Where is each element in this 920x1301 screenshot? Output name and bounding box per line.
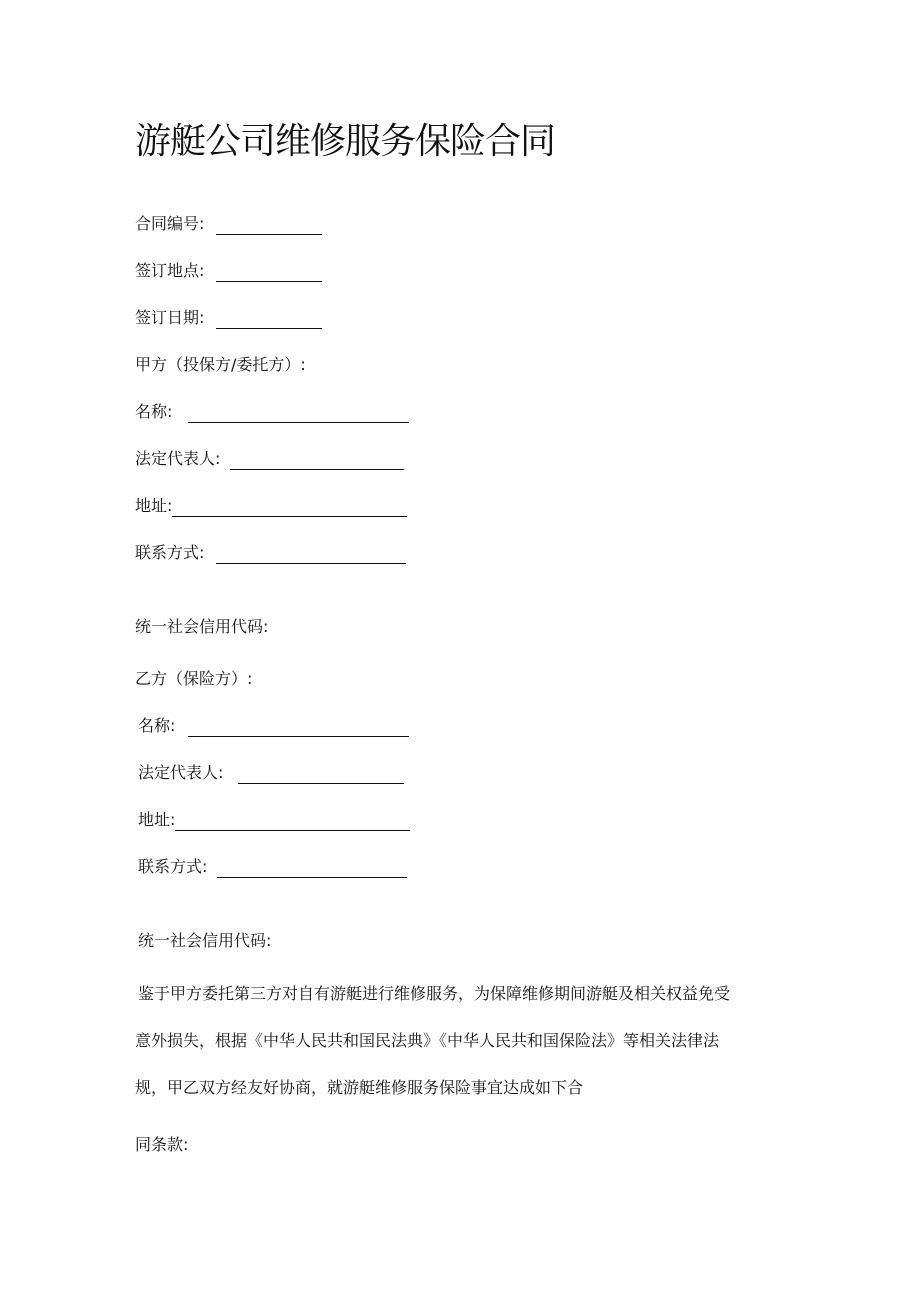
party-b-name-blank[interactable] <box>188 718 409 737</box>
party-a-heading <box>135 354 306 376</box>
party-a-address-blank[interactable] <box>172 498 407 517</box>
party-b-name-row <box>138 715 409 737</box>
contract-number-label: 合同编号: <box>135 214 205 233</box>
party-b-credit-code-label: 统一社会信用代码: <box>138 931 272 950</box>
party-a-name-label: 名称: <box>135 402 173 421</box>
preamble-line-2: 意外损失，根据《中华人民共和国民法典》《中华人民共和国保险法》等相关法律法 <box>135 1031 720 1050</box>
signing-date-row <box>135 307 322 329</box>
preamble-line-1: 鉴于甲方委托第三方对自有游艇进行维修服务，为保障维修期间游艇及相关权益免受 <box>138 984 731 1003</box>
party-a-address-row <box>135 495 407 517</box>
party-a-credit-code-row <box>135 616 268 638</box>
clauses-heading-text: 同条款: <box>135 1135 189 1154</box>
party-b-contact-row <box>138 856 407 878</box>
party-b-representative-row <box>138 762 404 784</box>
party-b-address-label: 地址: <box>138 810 176 829</box>
party-b-name-label: 名称: <box>138 716 176 735</box>
signing-place-label: 签订地点: <box>135 261 205 280</box>
party-b-heading-text: 乙方（保险方）: <box>135 669 253 688</box>
party-a-credit-code-label: 统一社会信用代码: <box>135 617 269 636</box>
party-a-contact-label: 联系方式: <box>135 543 205 562</box>
party-b-representative-blank[interactable] <box>238 765 404 784</box>
preamble-line-3: 规，甲乙双方经友好协商，就游艇维修服务保险事宜达成如下合 <box>135 1078 584 1097</box>
party-b-credit-code-row <box>138 930 271 952</box>
party-a-address-label: 地址: <box>135 496 173 515</box>
contract-number-blank[interactable] <box>216 216 322 235</box>
signing-place-blank[interactable] <box>216 263 322 282</box>
party-b-representative-label: 法定代表人: <box>138 763 224 782</box>
party-b-contact-label: 联系方式: <box>138 857 208 876</box>
party-b-contact-blank[interactable] <box>217 859 407 878</box>
document-title: 游艇公司维修服务保险合同 <box>135 121 556 162</box>
party-a-contact-row <box>135 542 406 564</box>
party-a-name-row <box>135 401 409 423</box>
party-b-address-row <box>138 809 410 831</box>
clauses-heading <box>135 1134 188 1156</box>
party-a-heading-text: 甲方（投保方/委托方）: <box>135 355 306 374</box>
contract-number-row <box>135 213 322 235</box>
party-b-heading <box>135 668 252 690</box>
signing-date-blank[interactable] <box>216 310 322 329</box>
party-a-representative-row <box>135 448 404 470</box>
party-a-representative-blank[interactable] <box>230 451 404 470</box>
party-b-address-blank[interactable] <box>175 812 410 831</box>
party-a-contact-blank[interactable] <box>216 545 406 564</box>
party-a-name-blank[interactable] <box>188 404 409 423</box>
signing-place-row <box>135 260 322 282</box>
signing-date-label: 签订日期: <box>135 308 205 327</box>
party-a-representative-label: 法定代表人: <box>135 449 221 468</box>
